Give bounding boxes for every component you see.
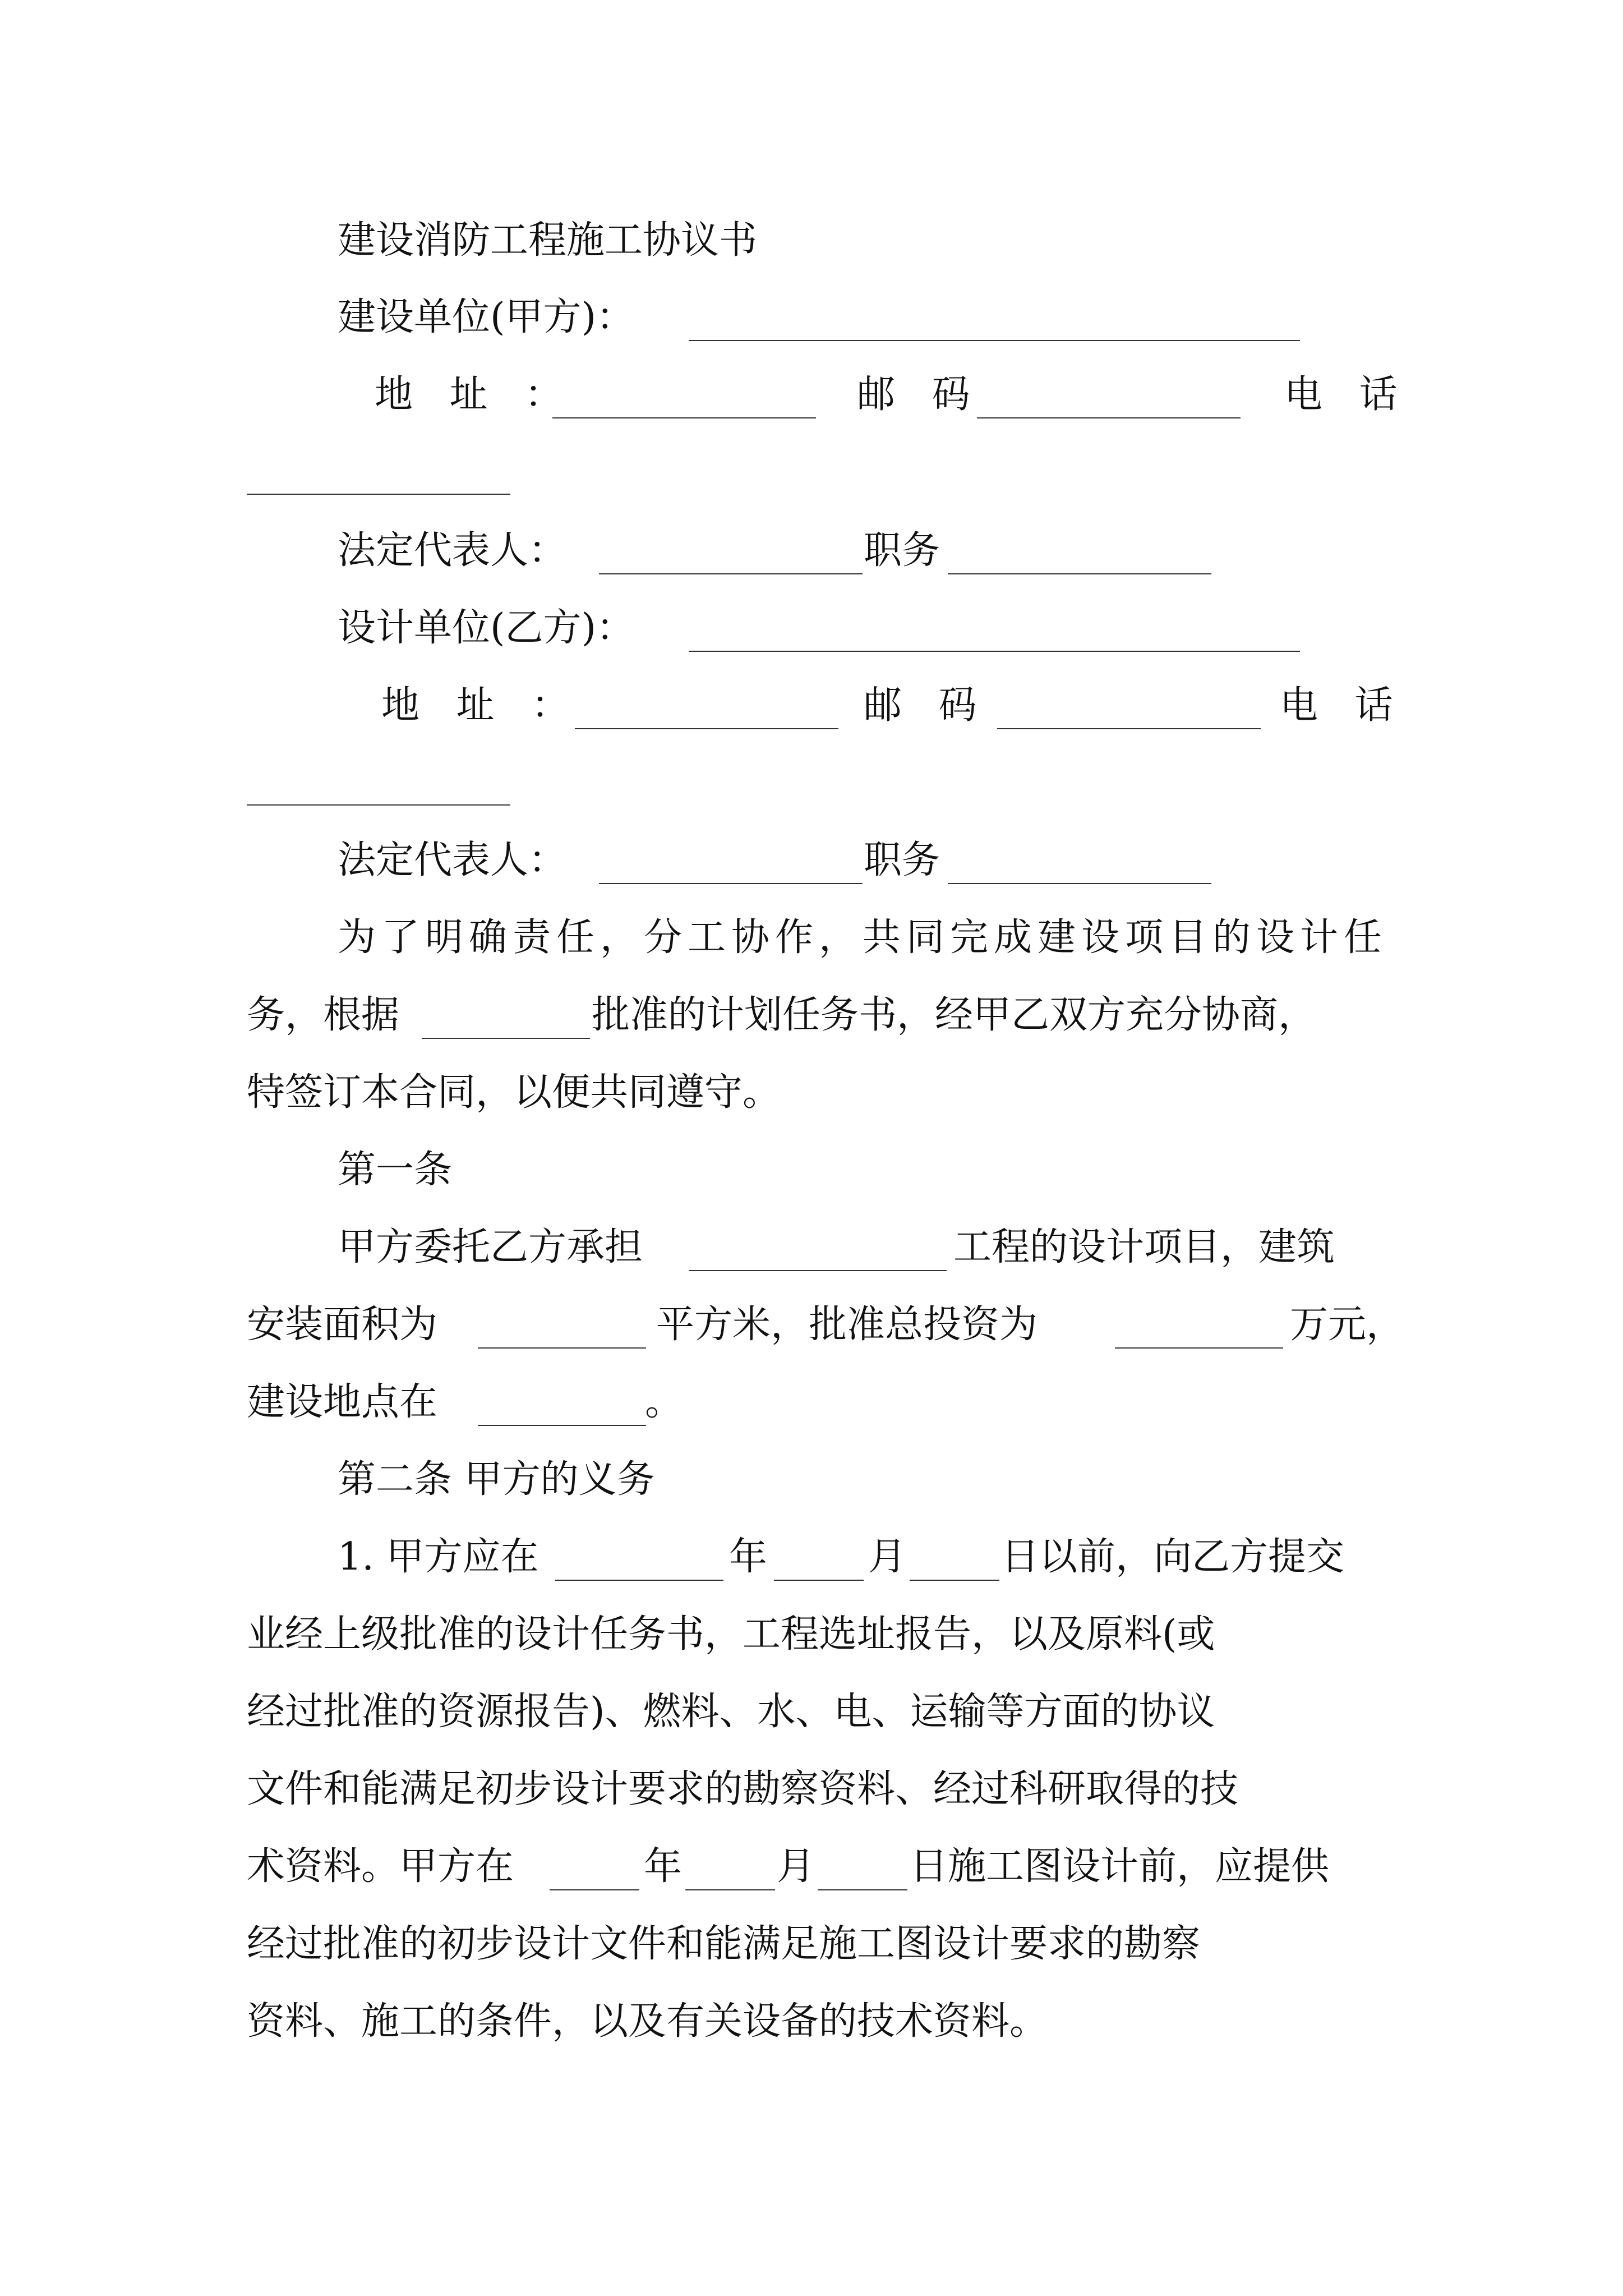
party-a-phone-label: 电 话 [1284,372,1410,417]
article-2-p1-line-1b: 年 [729,1535,768,1579]
article-1-project-blank [689,1270,947,1271]
article-2-year-blank-2 [550,1889,639,1890]
party-b-phone-label: 电 话 [1280,683,1405,728]
article-2-month-blank-1 [774,1580,864,1581]
party-b-unit-label: 设计单位(乙方)： [338,606,635,650]
article-2-p1-line-4: 文件和能满足初步设计要求的勘察资料、经过科研取得的技 [247,1767,1239,1811]
party-b-phone-blank [247,804,510,806]
article-1-line-1a: 甲方委托乙方承担 [338,1225,643,1269]
article-1-line-3a: 建设地点在 [247,1380,438,1424]
party-a-phone-blank [247,494,510,495]
article-1-heading: 第一条 [338,1148,453,1192]
article-2-p1-line-5b: 年 [644,1844,683,1889]
party-a-address-label: 地 址 ： [375,372,575,417]
article-1-line-2c: 万元， [1290,1303,1405,1347]
preamble-line-1: 为了明确责任，分工协作，共同完成建设项目的设计任 [338,915,1388,960]
preamble-line-2a: 务，根据 [247,993,400,1037]
preamble-line-3: 特签订本合同，以便共同遵守。 [247,1070,781,1115]
article-2-p1-line-5a: 术资料。甲方在 [247,1844,514,1889]
article-2-p1-line-2: 业经上级批准的设计任务书，工程选址报告，以及原料(或 [247,1612,1215,1657]
article-2-p1-line-6: 经过批准的初步设计文件和能满足施工图设计要求的勘察 [247,1922,1201,1966]
article-2-p1-line-3: 经过批准的资源报告)、燃料、水、电、运输等方面的协议 [247,1690,1215,1734]
article-2-month-blank-2 [685,1889,775,1890]
article-2-year-blank-1 [555,1580,723,1581]
party-a-rep-label: 法定代表人： [338,528,567,573]
article-2-day-blank-1 [910,1580,999,1581]
preamble-approver-blank [422,1038,590,1039]
party-b-address-label: 地 址 ： [381,683,582,728]
party-a-position-blank [948,573,1211,574]
document-title: 建设消防工程施工协议书 [338,218,758,263]
party-a-position-label: 职务 [864,528,940,573]
article-2-day-blank-2 [818,1889,907,1890]
article-1-area-blank [478,1347,646,1349]
article-2-p1-line-5d: 日施工图设计前，应提供 [910,1844,1330,1889]
party-b-postcode-blank [997,728,1261,729]
party-a-rep-blank [599,573,863,574]
article-1-line-3b: 。 [645,1380,684,1424]
article-2-p1-line-1d: 日以前，向乙方提交 [1001,1535,1345,1579]
party-a-unit-blank [689,340,1300,341]
party-b-rep-blank [599,883,863,884]
party-b-rep-label: 法定代表人： [338,838,567,882]
preamble-line-2b: 批准的计划任务书，经甲乙双方充分协商， [592,993,1317,1037]
article-2-p1-line-7: 资料、施工的条件，以及有关设备的技术资料。 [247,1999,1048,2044]
party-b-postcode-label: 邮 码 [864,683,989,728]
article-2-p1-line-1a: 1. 甲方应在 [338,1535,539,1579]
party-a-postcode-label: 邮 码 [857,372,983,417]
party-a-address-blank [552,417,816,418]
article-1-line-2b: 平方米，批准总投资为 [656,1303,1038,1347]
party-b-address-blank [575,728,838,729]
article-1-line-2a: 安装面积为 [247,1303,438,1347]
party-b-unit-blank [689,651,1300,652]
article-1-location-blank [478,1425,646,1426]
party-b-position-label: 职务 [864,838,940,882]
party-a-unit-label: 建设单位(甲方)： [338,295,635,339]
party-a-postcode-blank [977,417,1241,418]
article-1-investment-blank [1115,1347,1283,1349]
article-2-heading: 第二条 甲方的义务 [338,1457,655,1502]
article-1-line-1b: 工程的设计项目，建筑 [953,1225,1335,1269]
article-2-p1-line-1c: 月 [868,1535,907,1579]
party-b-position-blank [948,883,1211,884]
article-2-p1-line-5c: 月 [777,1844,815,1889]
